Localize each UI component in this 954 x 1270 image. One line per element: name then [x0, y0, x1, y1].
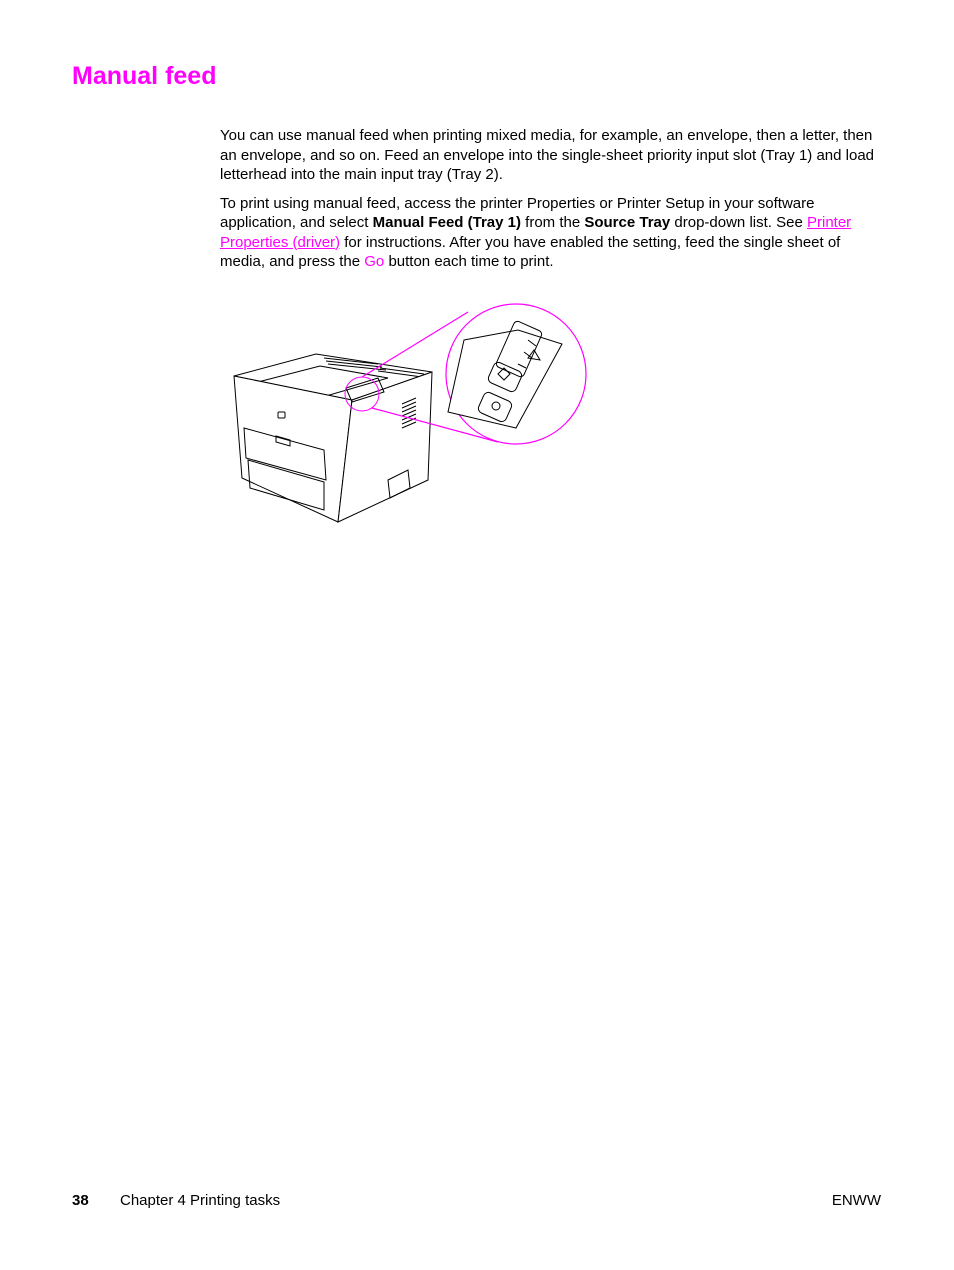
text-run: button each time to print.: [384, 253, 554, 270]
chapter-label: Chapter 4 Printing tasks: [120, 1192, 281, 1209]
printer-illustration: [228, 300, 592, 530]
page-number: 38: [72, 1192, 89, 1209]
text-run: for instructions. After you have enabled the setting, feed the single sheet of media, and press the: [220, 233, 841, 270]
paragraph-manual-feed-steps: [220, 194, 885, 272]
paragraph-manual-feed-intro: You can use manual feed when printing mixed media, for example, an envelope, then a letter, then an envelope, and so on. Feed an envelope into the single-sheet priority input slot (Tray 1) and load letterhead into the main input tray (Tray 2).: [220, 127, 875, 183]
go-button-reference: Go: [364, 253, 385, 270]
printer-body: [234, 354, 432, 522]
bold-source-tray: Source Tray: [584, 214, 671, 231]
page-title: Manual feed: [72, 62, 217, 90]
printer-properties-link[interactable]: Printer Properties (driver): [220, 214, 852, 251]
footer-right-label: ENWW: [831, 1192, 881, 1209]
page-footer: [72, 1192, 881, 1209]
zoomed-control-panel: [448, 320, 562, 428]
body-text: [220, 126, 885, 281]
text-run: drop-down list. See: [670, 214, 807, 231]
text-run: from the: [520, 214, 585, 231]
bold-manual-feed-tray1: Manual Feed (Tray 1): [372, 214, 521, 231]
text-run: To print using manual feed, access the printer Properties or Printer Setup in your software application, and select: [220, 194, 815, 231]
